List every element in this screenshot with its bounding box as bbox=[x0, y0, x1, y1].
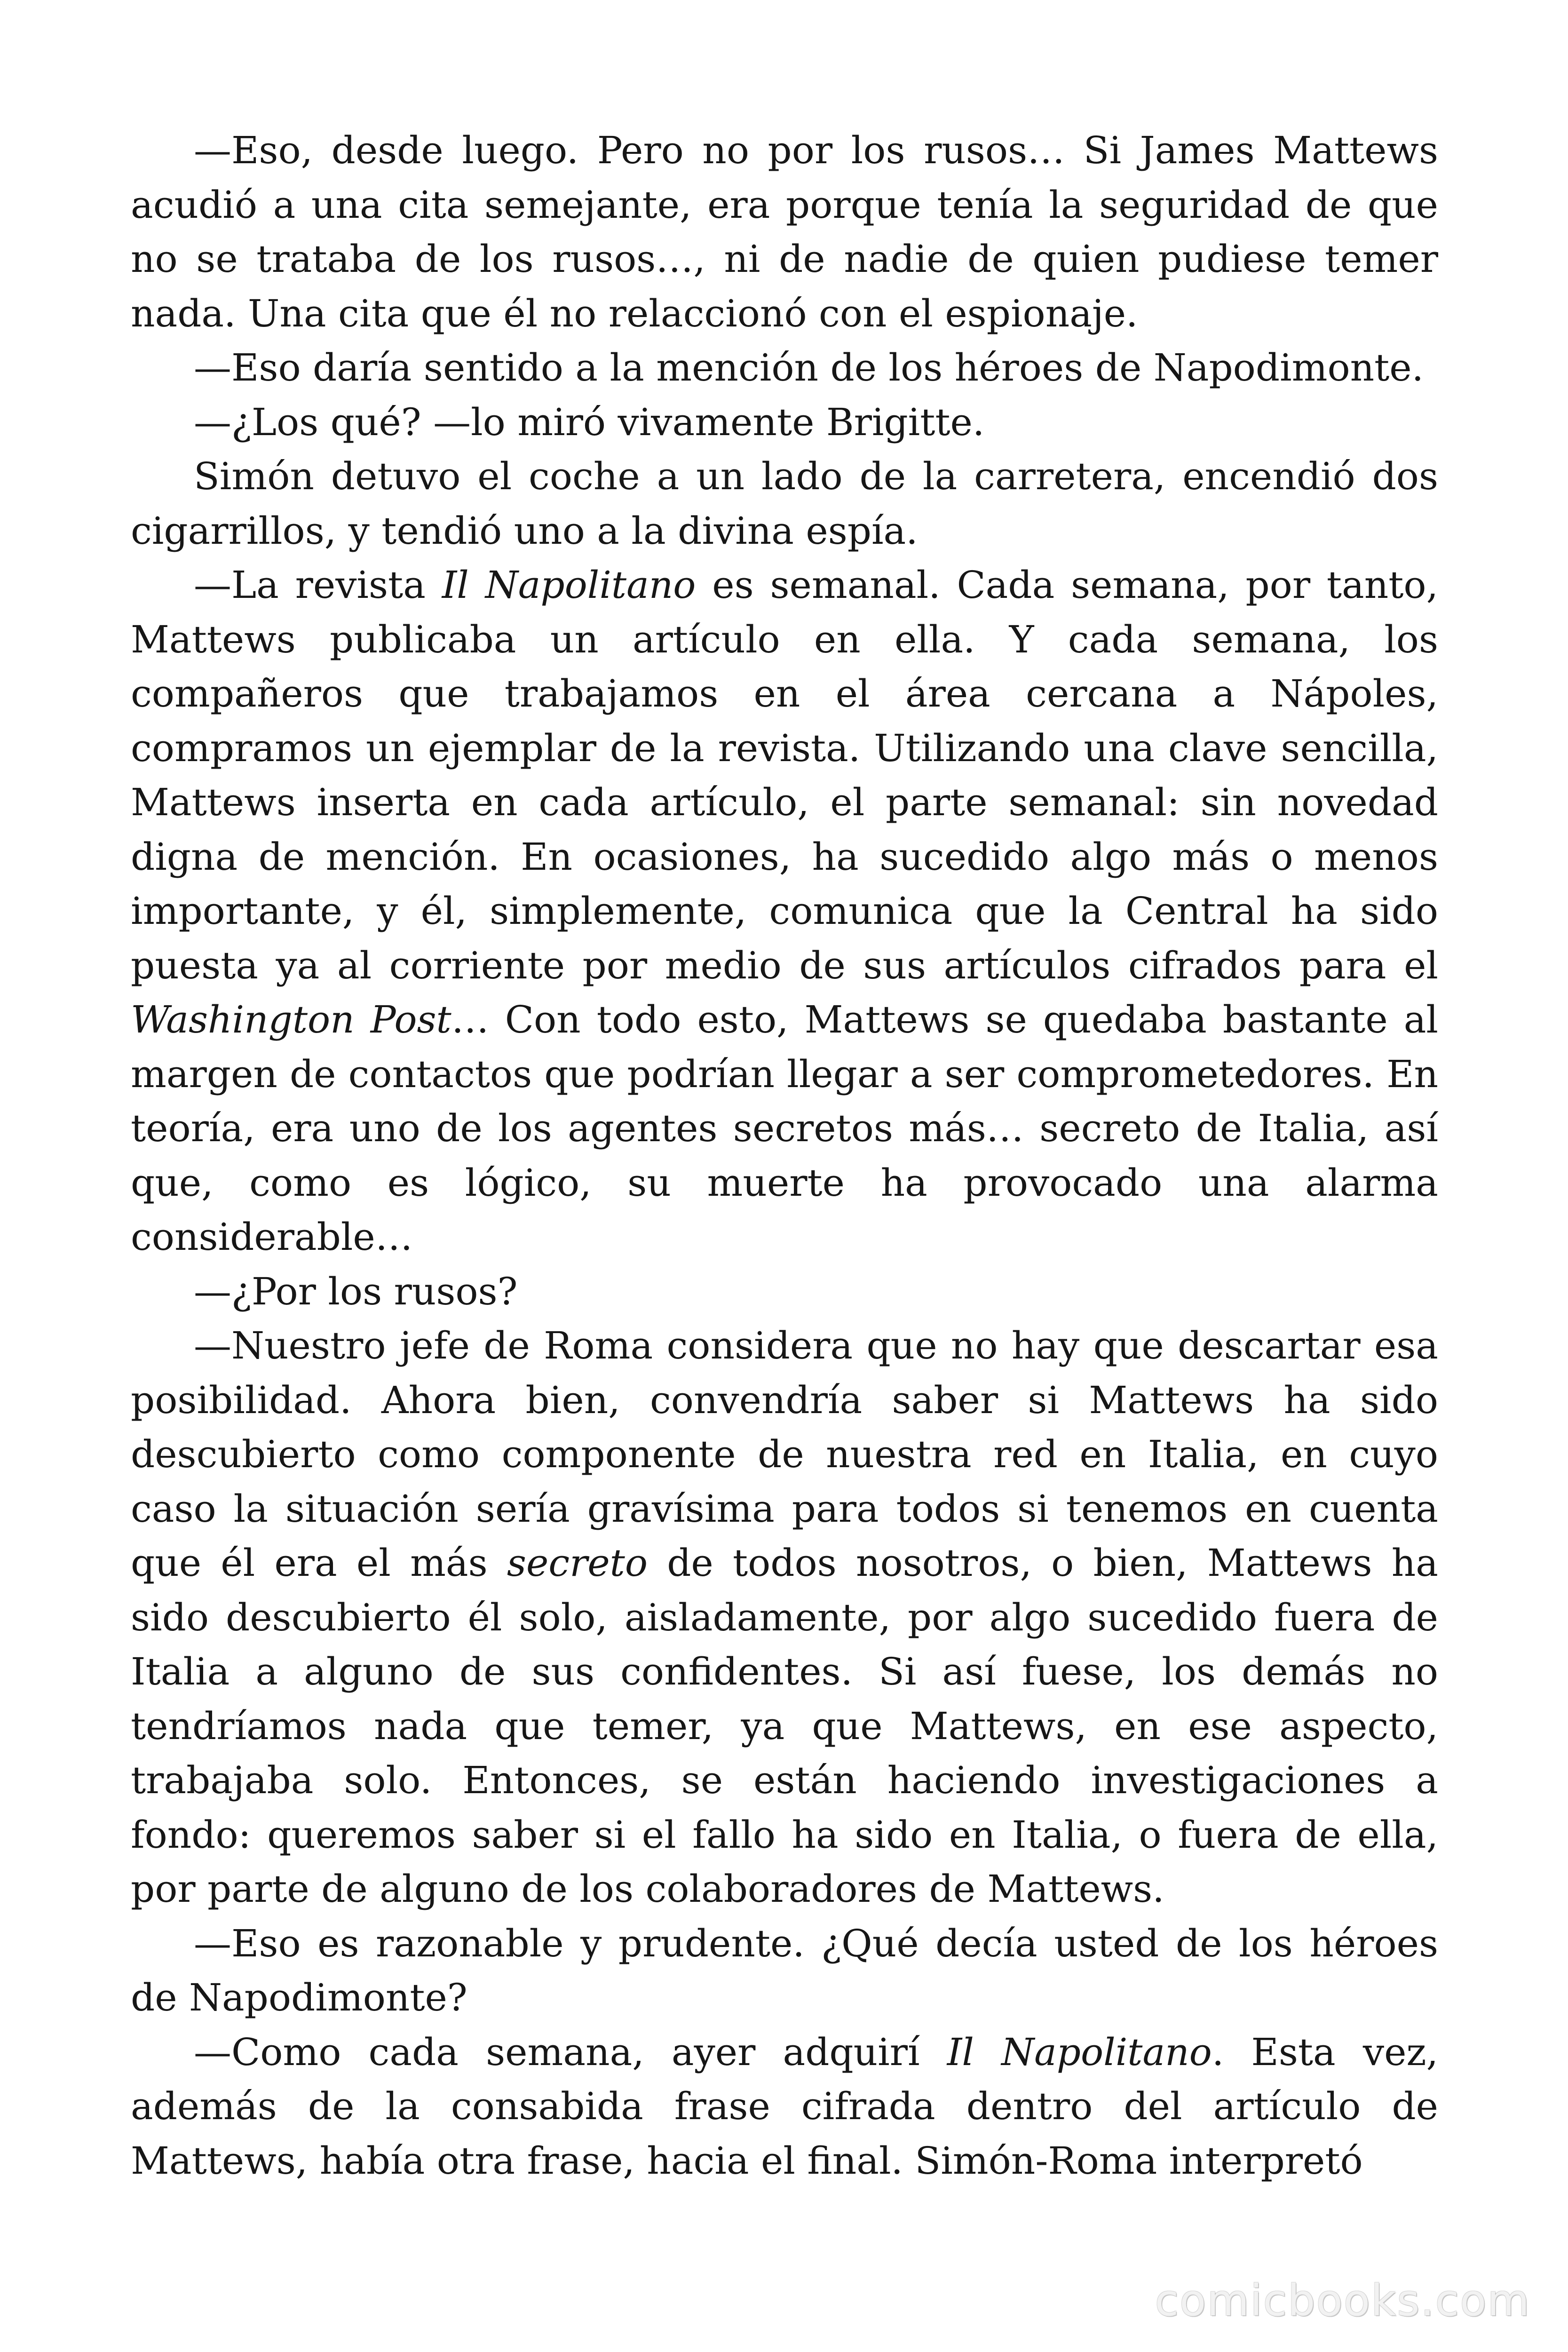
magazine-title: Il Napolitano bbox=[442, 563, 696, 607]
paragraph bbox=[131, 1319, 1438, 1916]
paragraph bbox=[131, 2025, 1438, 2188]
text-body bbox=[131, 123, 1438, 2188]
newspaper-title: Washington Post bbox=[131, 998, 451, 1041]
watermark-text: comicbooks.com bbox=[1155, 2275, 1530, 2326]
text-segment: de todos nosotros, o bien, Mattews ha sido descubierto él solo, aisladamente, por algo sucedido fuera de Italia a alguno de sus confidentes. Si así fuese, los demás no tendríamos nada que temer, ya que Mattews, en ese aspecto, trabajaba solo. Entonces, se están haciendo investigaciones a fondo: queremos saber si el fallo ha sido en Italia, o fuera de ella, por parte de alguno de los colaboradores de Mattews. bbox=[131, 1541, 1438, 1911]
text-segment: Simón detuvo el coche a un lado de la carretera, encendió dos cigarrillos, y tendió uno a la divina espía. bbox=[131, 454, 1438, 553]
paragraph bbox=[131, 449, 1438, 558]
text-segment: —La revista bbox=[194, 563, 442, 607]
text-segment: —Como cada semana, ayer adquirí bbox=[194, 2030, 947, 2074]
emphasis-word: secreto bbox=[507, 1541, 648, 1585]
paragraph bbox=[131, 395, 1438, 450]
text-segment: —Nuestro jefe de Roma considera que no hay que descartar esa posibilidad. Ahora bien, convendría saber si Mattews ha sido descubierto como componente de nuestra red en Italia, en cuyo caso la situación sería gravísima para todos si tenemos en cuenta que él era el más bbox=[131, 1324, 1438, 1585]
paragraph bbox=[131, 341, 1438, 395]
text-segment: —Eso es razonable y prudente. ¿Qué decía usted de los héroes de Napodimonte? bbox=[131, 1921, 1438, 2019]
paragraph bbox=[131, 558, 1438, 1264]
paragraph bbox=[131, 1916, 1438, 2025]
magazine-title: Il Napolitano bbox=[947, 2030, 1212, 2074]
paragraph bbox=[131, 1264, 1438, 1319]
text-segment: … Con todo esto, Mattews se quedaba bastante al margen de contactos que podrían llegar a ser comprometedores. En teoría, era uno de los agentes secretos más… secreto de Italia, así que, como es lógico, su muerte ha provocado una alarma considerable… bbox=[131, 998, 1438, 1259]
text-segment: —¿Los qué? —lo miró vivamente Brigitte. bbox=[194, 400, 985, 444]
text-segment: —Eso, desde luego. Pero no por los rusos… Si James Mattews acudió a una cita semejante, era porque tenía la seguridad de que no se trataba de los rusos…, ni de nadie de quien pudiese temer nada. Una cita que él no relaccionó con el espionaje. bbox=[131, 128, 1438, 335]
text-segment: . Esta vez, además de la consabida frase cifrada dentro del artículo de Mattews, había otra frase, hacia el final. Simón-Roma interpretó bbox=[131, 2030, 1438, 2183]
text-segment: —¿Por los rusos? bbox=[194, 1269, 518, 1313]
text-segment: —Eso daría sentido a la mención de los héroes de Napodimonte. bbox=[194, 346, 1424, 389]
text-segment: es semanal. Cada semana, por tanto, Mattews publicaba un artículo en ella. Y cada semana, los compañeros que trabajamos en el área cercana a Nápoles, compramos un ejemplar de la revista. Utilizando una clave sencilla, Mattews inserta en cada artículo, el parte semanal: sin novedad digna de mención. En ocasiones, ha sucedido algo más o menos importante, y él, simplemente, comunica que la Central ha sido puesta ya al corriente por medio de sus artículos cifrados para el bbox=[131, 563, 1439, 987]
paragraph bbox=[131, 123, 1438, 341]
